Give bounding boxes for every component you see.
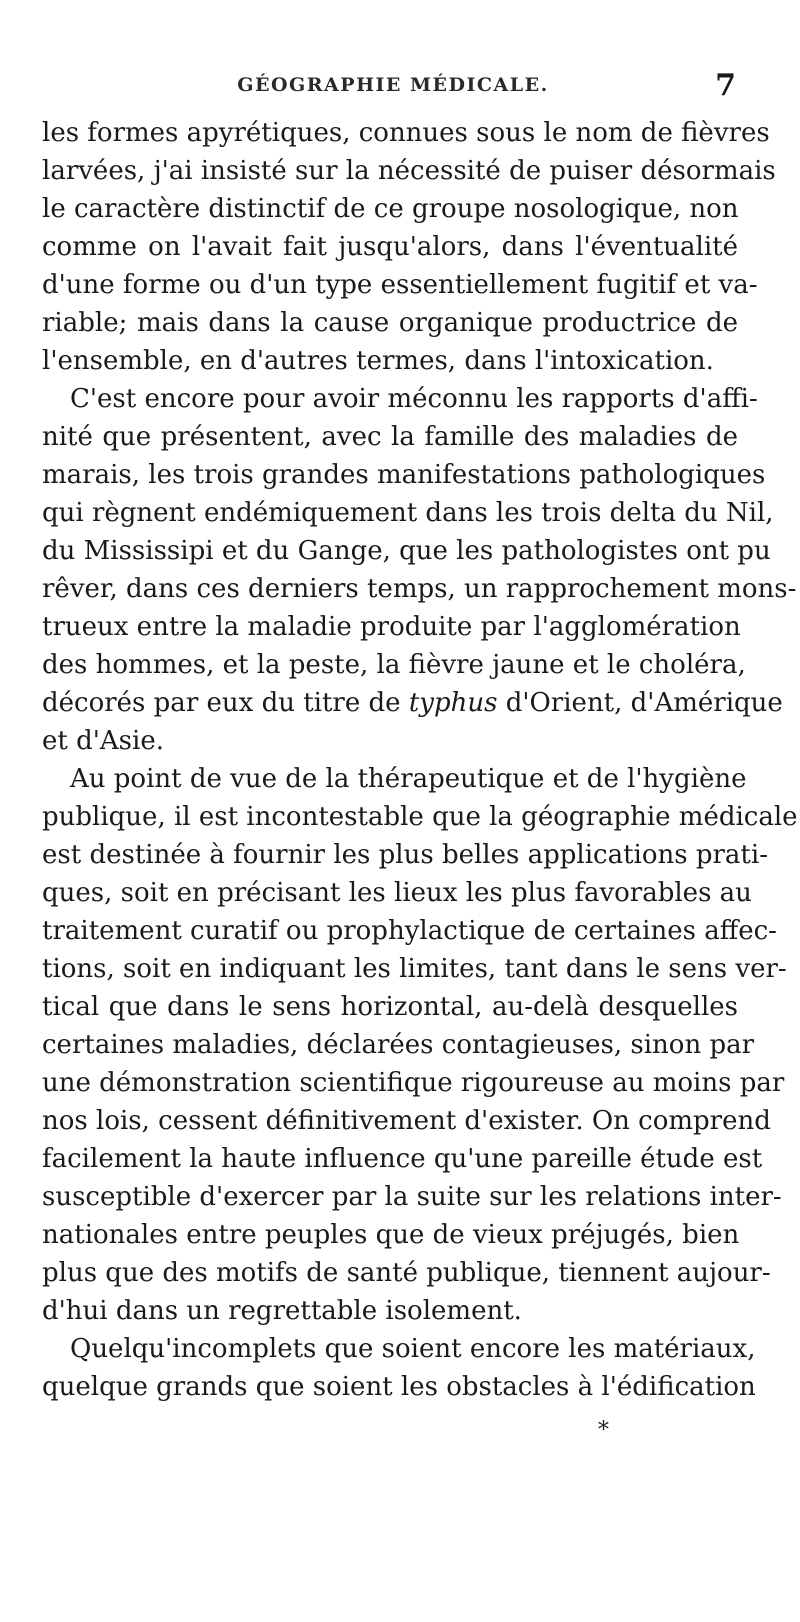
page-number: 7	[715, 68, 736, 103]
text-line	[42, 532, 771, 570]
text-run: une démonstration scientifique rigoureuse au moins par	[42, 1068, 785, 1098]
running-title: GÉOGRAPHIE MÉDICALE.	[237, 74, 549, 96]
text-run: d'Orient, d'Amérique	[497, 688, 783, 718]
text-run: qui règnent endémiquement dans les trois delta du Nil,	[42, 498, 774, 528]
text-run: traitement curatif ou prophylactique de certaines affec-	[42, 916, 777, 946]
text-run: rêver, dans ces derniers temps, un rapprochement mons-	[42, 574, 797, 604]
text-run: d'hui dans un regrettable isolement.	[42, 1296, 522, 1326]
text-line	[42, 760, 747, 798]
text-line	[42, 1102, 771, 1140]
text-line	[42, 1292, 738, 1330]
text-run: tions, soit en indiquant les limites, tant dans le sens ver-	[42, 954, 787, 984]
text-run: marais, les trois grandes manifestations pathologiques	[42, 460, 766, 490]
text-line	[42, 304, 738, 342]
page-header	[48, 68, 738, 114]
text-run: nos lois, cessent définitivement d'exister. On comprend	[42, 1106, 771, 1136]
text-line	[42, 874, 752, 912]
text-run: du Mississipi et du Gange, que les pathologistes ont pu	[42, 536, 771, 566]
text-run: tical que dans le sens horizontal, au-delà desquelles	[42, 992, 738, 1022]
text-line	[42, 608, 741, 646]
text-line	[42, 1368, 756, 1406]
text-run: Au point de vue de la thérapeutique et de l'hygiène	[70, 764, 747, 794]
text-run: et d'Asie.	[42, 726, 164, 756]
text-run: riable; mais dans la cause organique productrice de	[42, 308, 738, 338]
text-run: le caractère distinctif de ce groupe nosologique, non	[42, 194, 739, 224]
text-run: plus que des motifs de santé publique, tiennent aujour-	[42, 1258, 771, 1288]
text-line	[42, 228, 738, 266]
text-line	[42, 152, 776, 190]
text-line	[42, 1254, 771, 1292]
italic-term: typhus	[408, 688, 498, 718]
text-line	[42, 494, 774, 532]
text-line	[42, 114, 770, 152]
text-run: publique, il est incontestable que la géographie médicale	[42, 802, 798, 832]
text-line	[42, 988, 738, 1026]
text-run: d'une forme ou d'un type essentiellement fugitif et va-	[42, 270, 758, 300]
text-line	[42, 380, 758, 418]
text-line	[42, 646, 746, 684]
text-line	[42, 1178, 782, 1216]
text-run: nationales entre peuples que de vieux préjugés, bien	[42, 1220, 740, 1250]
text-line	[42, 570, 797, 608]
text-run: facilement la haute influence qu'une pareille étude est	[42, 1144, 763, 1174]
text-run: larvées, j'ai insisté sur la nécessité de puiser désormais	[42, 156, 776, 186]
text-run: décorés par eux du titre de	[42, 688, 409, 718]
text-run: C'est encore pour avoir méconnu les rapports d'affi-	[70, 384, 758, 414]
text-line	[42, 1026, 755, 1064]
text-run: quelque grands que soient les obstacles à l'édification	[42, 1372, 756, 1402]
text-run: susceptible d'exercer par la suite sur les relations inter-	[42, 1182, 782, 1212]
text-run: trueux entre la maladie produite par l'agglomération	[42, 612, 741, 642]
text-line	[42, 722, 738, 760]
text-run: ques, soit en précisant les lieux les plus favorables au	[42, 878, 752, 908]
text-line	[42, 418, 738, 456]
body-text	[42, 114, 798, 1406]
text-line	[42, 456, 766, 494]
text-line	[42, 1216, 738, 1254]
text-run: l'ensemble, en d'autres termes, dans l'intoxication.	[42, 346, 714, 376]
text-run: Quelqu'incomplets que soient encore les matériaux,	[70, 1334, 756, 1364]
text-line	[42, 950, 787, 988]
signature-mark: *	[598, 1418, 609, 1443]
text-line	[42, 1064, 785, 1102]
text-line	[42, 1140, 763, 1178]
text-line	[42, 798, 798, 836]
text-line	[42, 1330, 756, 1368]
text-line	[42, 266, 758, 304]
text-run: est destinée à fournir les plus belles applications prati-	[42, 840, 768, 870]
text-line	[42, 684, 783, 722]
text-run: nité que présentent, avec la famille des maladies de	[42, 422, 738, 452]
text-line	[42, 836, 768, 874]
text-line	[42, 912, 777, 950]
text-run: comme on l'avait fait jusqu'alors, dans l'éventualité	[42, 232, 738, 262]
text-line	[42, 190, 738, 228]
text-run: certaines maladies, déclarées contagieuses, sinon par	[42, 1030, 755, 1060]
text-line	[42, 342, 738, 380]
text-run: les formes apyrétiques, connues sous le nom de fièvres	[42, 118, 770, 148]
text-run: des hommes, et la peste, la fièvre jaune et le choléra,	[42, 650, 746, 680]
